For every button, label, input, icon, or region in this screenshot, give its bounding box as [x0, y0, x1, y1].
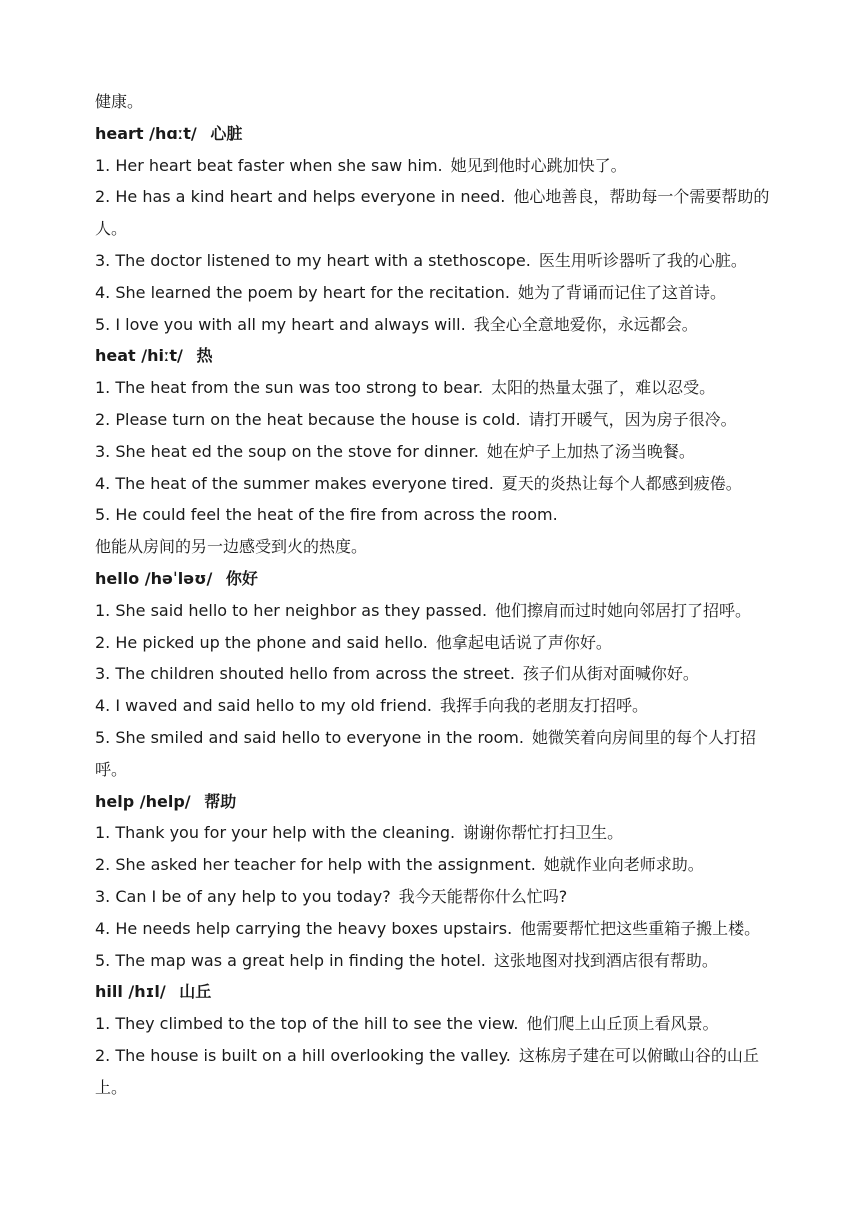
example-line: [95, 1008, 775, 1040]
example-en: 3. Can I be of any help to you today?: [95, 886, 391, 906]
example-line: [95, 722, 775, 786]
example-zh: 太阳的热量太强了，难以忍受。: [491, 378, 716, 398]
example-zh: 她见到他时心跳加快了。: [450, 155, 627, 175]
example-zh: 他拿起电话说了声你好。: [435, 632, 612, 652]
example-zh: 她在炉子上加热了汤当晚餐。: [486, 441, 695, 461]
example-en: 4. She learned the poem by heart for the recitation.: [95, 282, 510, 302]
example-en: 2. He picked up the phone and said hello.: [95, 632, 428, 652]
entry-meaning: 山丘: [179, 982, 212, 1002]
example-zh: 这张地图对找到酒店很有帮助。: [493, 950, 718, 970]
example-zh: 我全心全意地爱你，永远都会。: [473, 314, 698, 334]
example-line: [95, 277, 775, 309]
entry-word: hello: [95, 568, 140, 588]
entry-phonetic: /həˈləʊ/: [144, 568, 213, 588]
intro-tail: 健康。: [95, 92, 144, 111]
example-en: 4. I waved and said hello to my old friend.: [95, 696, 433, 716]
entry-meaning: 热: [196, 346, 213, 366]
document-page: [95, 86, 775, 1104]
example-line: [95, 404, 775, 436]
example-en: 4. The heat of the summer makes everyone tired.: [95, 473, 494, 493]
example-zh: 他们爬上山丘顶上看风景。: [526, 1014, 719, 1034]
example-en: 2. He has a kind heart and helps everyone in need.: [95, 187, 506, 207]
entry-meaning: 帮助: [204, 791, 237, 811]
example-zh: 她为了背诵而记住了这首诗。: [518, 282, 727, 302]
example-zh: 我今天能帮你什么忙吗?: [398, 886, 568, 906]
entry-word: heat: [95, 346, 136, 366]
example-line-en: 5. He could feel the heat of the fire from across the room.: [95, 505, 558, 525]
example-zh: 他需要帮忙把这些重箱子搬上楼。: [520, 918, 761, 938]
example-en: 1. Thank you for your help with the cleaning.: [95, 823, 456, 843]
entry-meaning: 心脏: [210, 123, 243, 143]
entry-phonetic: /hɑːt/: [149, 123, 197, 143]
example-en: 5. I love you with all my heart and always will.: [95, 314, 466, 334]
example-zh: 请打开暖气，因为房子很冷。: [528, 409, 737, 429]
entry-heading-heart: [95, 118, 775, 150]
example-line: [95, 245, 775, 277]
example-line: [95, 150, 775, 182]
entry-heading-hill: [95, 976, 775, 1008]
example-en: 5. The map was a great help in finding the hotel.: [95, 950, 486, 970]
example-line: [95, 817, 775, 849]
entry-word: help: [95, 791, 135, 811]
example-line: [95, 658, 775, 690]
example-en: 3. The doctor listened to my heart with a stethoscope.: [95, 250, 531, 270]
entry-heading-hello: [95, 563, 775, 595]
example-en: 2. The house is built on a hill overlooking the valley.: [95, 1045, 511, 1065]
example-line-zh: 他能从房间的另一边感受到火的热度。: [95, 537, 368, 557]
example-zh: 她微笑着向房间里的每个人打招呼。: [95, 727, 756, 779]
example-line: [95, 372, 775, 404]
example-en: 1. Her heart beat faster when she saw him.: [95, 155, 443, 175]
entry-phonetic: /hiːt/: [141, 346, 183, 366]
example-line: [95, 468, 775, 500]
entry-meaning: 你好: [225, 568, 258, 588]
entry-heading-help: [95, 786, 775, 818]
entry-word: hill: [95, 982, 123, 1002]
example-zh: 医生用听诊器听了我的心脏。: [538, 250, 747, 270]
example-line: [95, 181, 775, 245]
example-zh: 夏天的炎热让每个人都感到疲倦。: [501, 473, 742, 493]
example-line: [95, 849, 775, 881]
example-en: 3. She heat ed the soup on the stove for dinner.: [95, 441, 479, 461]
example-en: 5. She smiled and said hello to everyone in the room.: [95, 727, 524, 747]
example-zh: 她就作业向老师求助。: [543, 855, 704, 875]
example-en: 1. They climbed to the top of the hill to see the view.: [95, 1014, 519, 1034]
example-en: 4. He needs help carrying the heavy boxes upstairs.: [95, 918, 513, 938]
entry-phonetic: /help/: [139, 791, 191, 811]
entry-word: heart: [95, 123, 144, 143]
example-line: [95, 595, 775, 627]
example-line: [95, 309, 775, 341]
example-zh: 这栋房子建在可以俯瞰山谷的山丘上。: [95, 1045, 759, 1097]
example-zh: 我挥手向我的老朋友打招呼。: [440, 696, 649, 716]
example-en: 2. She asked her teacher for help with the assignment.: [95, 855, 536, 875]
example-line: [95, 436, 775, 468]
entry-heading-heat: [95, 340, 775, 372]
example-en: 1. The heat from the sun was too strong to bear.: [95, 378, 484, 398]
entry-phonetic: /hɪl/: [128, 982, 166, 1002]
example-line: [95, 1040, 775, 1104]
example-zh: 谢谢你帮忙打扫卫生。: [463, 823, 624, 843]
example-line: [95, 945, 775, 977]
example-en: 3. The children shouted hello from across the street.: [95, 664, 515, 684]
example-en: 2. Please turn on the heat because the house is cold.: [95, 409, 521, 429]
example-line: [95, 690, 775, 722]
example-zh: 他心地善良，帮助每一个需要帮助的人。: [95, 187, 770, 239]
example-line: [95, 881, 775, 913]
example-zh: 他们擦肩而过时她向邻居打了招呼。: [495, 600, 752, 620]
example-zh: 孩子们从街对面喊你好。: [522, 664, 699, 684]
example-en: 1. She said hello to her neighbor as they passed.: [95, 600, 488, 620]
example-line: [95, 627, 775, 659]
example-line: [95, 913, 775, 945]
